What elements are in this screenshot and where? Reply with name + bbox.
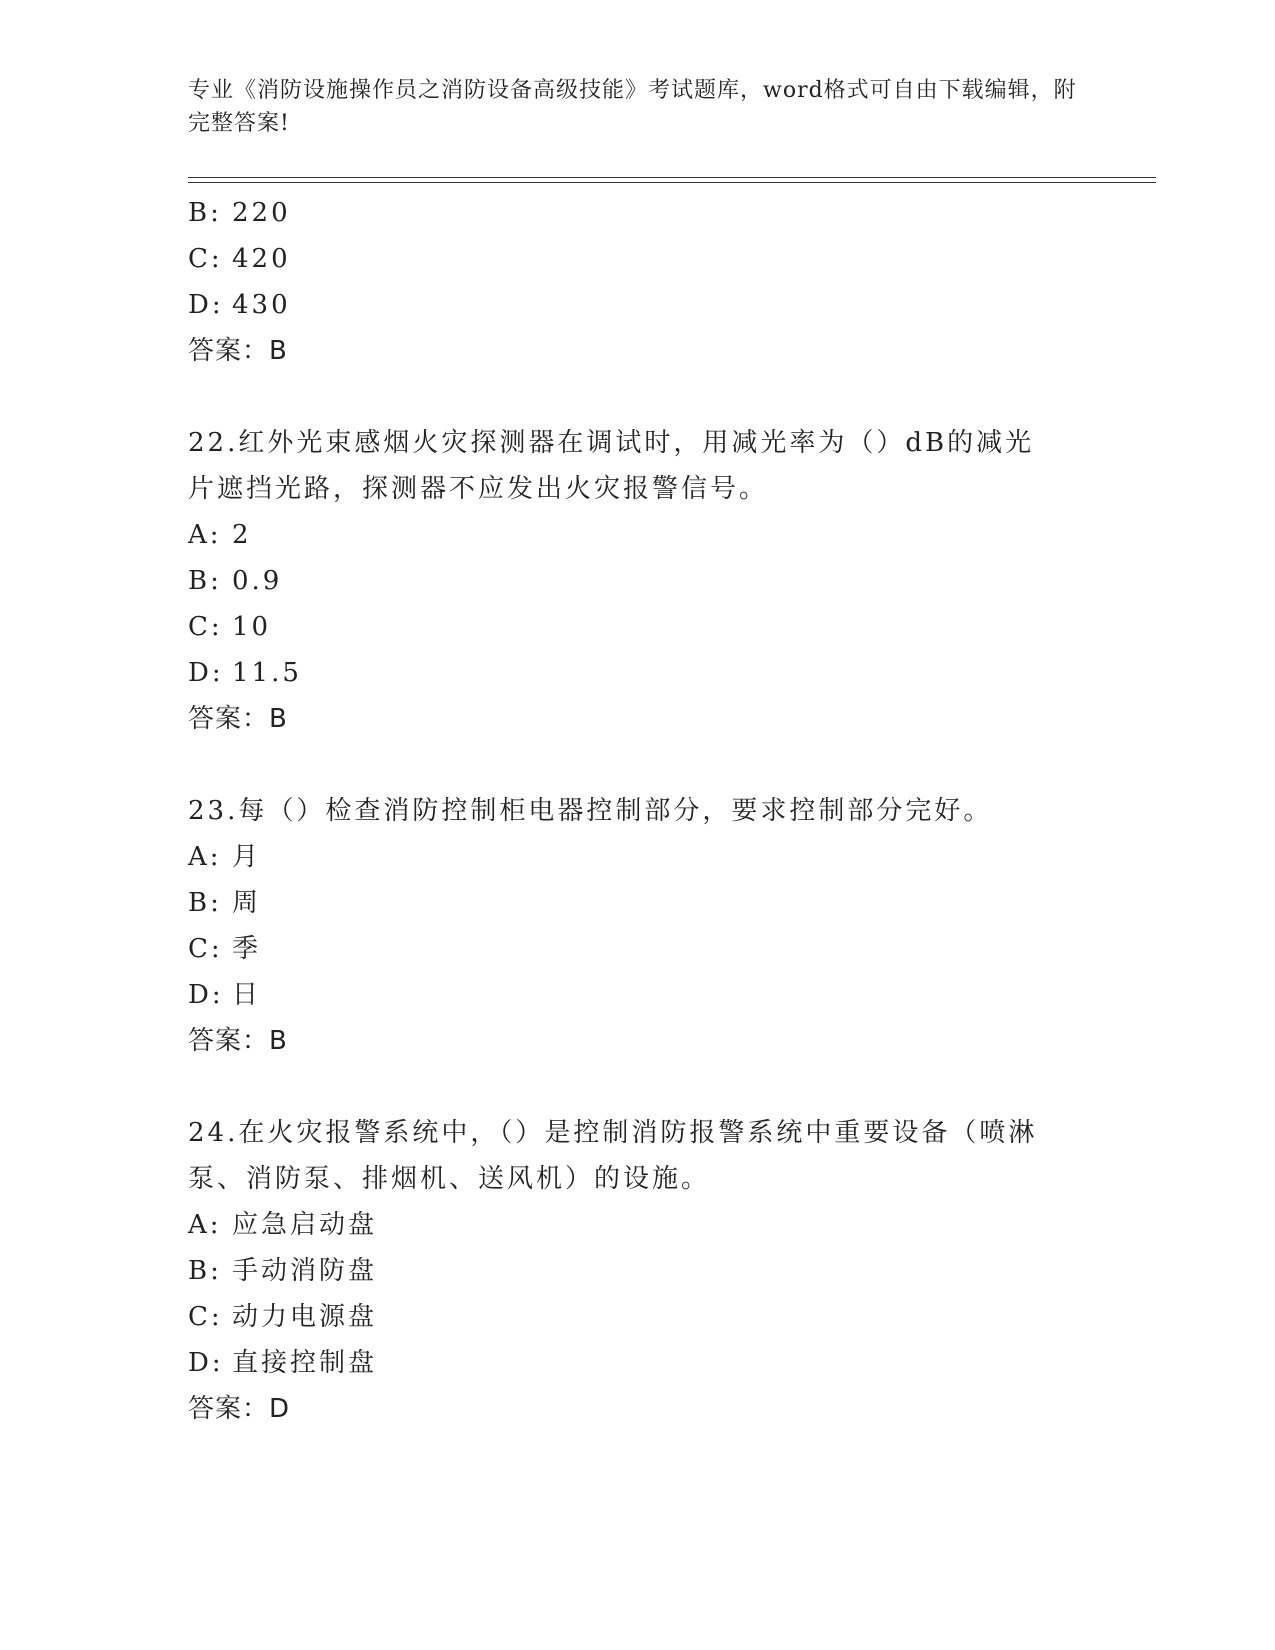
option-text: 日 [232, 980, 262, 1010]
option-d [188, 1340, 1088, 1386]
option-b [188, 1248, 1088, 1294]
option-text: 直接控制盘 [232, 1348, 378, 1378]
option-d [188, 650, 1088, 696]
option-c [188, 236, 1088, 282]
option-b [188, 190, 1088, 236]
option-label: D: [188, 980, 224, 1010]
option-d [188, 282, 1088, 328]
option-label: D: [188, 290, 224, 320]
answer-line: 答案：D [188, 1394, 291, 1424]
option-text: 10 [232, 612, 272, 642]
option-label: C: [188, 1302, 223, 1332]
option-label: A: [188, 520, 222, 550]
question-block [188, 788, 1088, 1064]
option-b [188, 558, 1088, 604]
answer-line: 答案：B [188, 1026, 288, 1056]
answer-line: 答案：B [188, 336, 288, 366]
option-label: C: [188, 612, 223, 642]
option-text: 动力电源盘 [232, 1302, 378, 1332]
option-label: B: [188, 1256, 222, 1286]
option-label: A: [188, 1210, 222, 1240]
header-divider-top [188, 177, 1156, 178]
option-text: 430 [232, 290, 291, 320]
header-divider-bottom [188, 182, 1156, 183]
question-text: 24.在火灾报警系统中，（）是控制消防报警系统中重要设备（喷淋泵、消防泵、排烟机、送风机）的设施。 [188, 1118, 1038, 1194]
option-label: B: [188, 888, 222, 918]
option-label: D: [188, 658, 224, 688]
option-text: 应急启动盘 [232, 1210, 378, 1240]
option-text: 周 [232, 888, 262, 918]
option-a [188, 512, 1088, 558]
option-c [188, 604, 1088, 650]
option-c [188, 926, 1088, 972]
option-text: 420 [232, 244, 291, 274]
option-text: 0.9 [232, 566, 283, 596]
option-d [188, 972, 1088, 1018]
option-label: B: [188, 198, 222, 228]
question-block [188, 1110, 1088, 1432]
previous-question-options [188, 190, 1088, 374]
document-header: 专业《消防设施操作员之消防设备高级技能》考试题库，word格式可自由下载编辑，附完整答案! [188, 78, 1077, 136]
option-label: C: [188, 244, 223, 274]
option-a [188, 1202, 1088, 1248]
option-c [188, 1294, 1088, 1340]
answer-line: 答案：B [188, 704, 288, 734]
option-text: 11.5 [232, 658, 302, 688]
option-text: 手动消防盘 [232, 1256, 378, 1286]
option-a [188, 834, 1088, 880]
option-text: 220 [232, 198, 291, 228]
option-label: D: [188, 1348, 224, 1378]
question-text: 23.每（）检查消防控制柜电器控制部分，要求控制部分完好。 [188, 796, 993, 826]
option-b [188, 880, 1088, 926]
option-label: B: [188, 566, 222, 596]
question-text: 22.红外光束感烟火灾探测器在调试时，用减光率为（）dB的减光片遮挡光路，探测器不应发出火灾报警信号。 [188, 428, 1035, 504]
option-label: A: [188, 842, 222, 872]
document-body [188, 190, 1088, 1432]
question-block [188, 420, 1088, 742]
option-text: 月 [232, 842, 262, 872]
option-label: C: [188, 934, 223, 964]
option-text: 2 [232, 520, 252, 550]
option-text: 季 [232, 934, 262, 964]
